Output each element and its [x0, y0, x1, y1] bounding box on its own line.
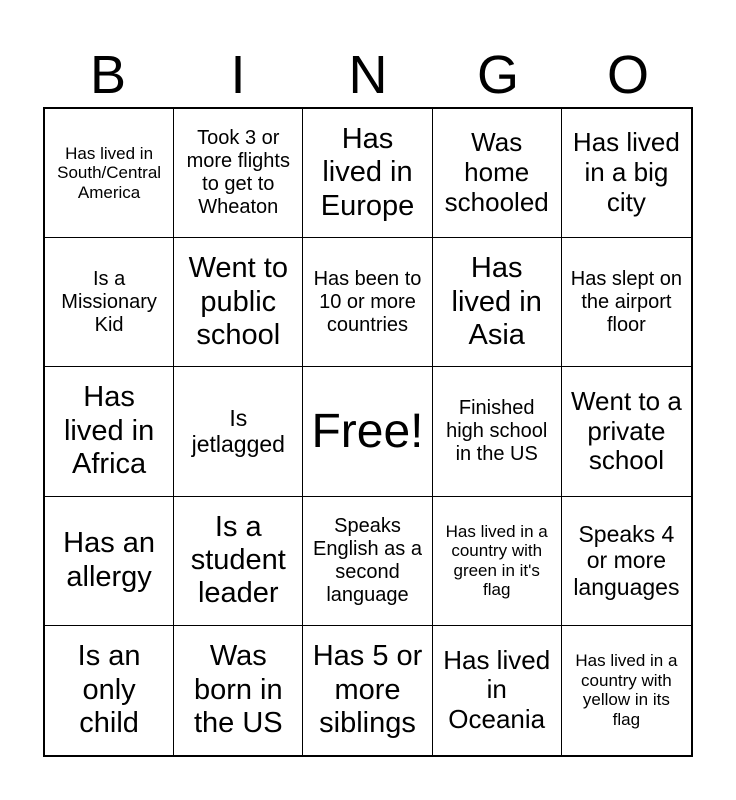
- cell-text: Has lived in a big city: [572, 127, 680, 218]
- cell-text: Has lived in Africa: [63, 381, 155, 481]
- bingo-cell-r2-c1[interactable]: [174, 367, 303, 496]
- cell-text: Has 5 or more siblings: [312, 640, 423, 740]
- bingo-cell-r1-c1[interactable]: [174, 238, 303, 367]
- cell-text: Has an allergy: [63, 527, 156, 593]
- header-letter-b: B: [89, 45, 127, 105]
- cell-text: Has lived in Oceania: [443, 644, 551, 735]
- cell-text: Has slept on the airport floor: [570, 267, 682, 336]
- cell-text: Free!: [311, 404, 424, 458]
- cell-text: Has lived in Asia: [451, 252, 542, 351]
- bingo-cell-r4-c4[interactable]: [562, 626, 691, 755]
- cell-text: Speaks 4 or more languages: [573, 521, 680, 600]
- bingo-cell-r3-c2[interactable]: [303, 497, 432, 626]
- bingo-cell-r3-c1[interactable]: [174, 497, 303, 626]
- header-letter-o: O: [606, 45, 649, 105]
- cell-text: Was born in the US: [193, 640, 283, 740]
- bingo-cell-r1-c0[interactable]: [45, 238, 174, 367]
- bingo-cell-r3-c0[interactable]: [45, 497, 174, 626]
- bingo-cell-r1-c3[interactable]: [433, 238, 562, 367]
- bingo-cell-r0-c0[interactable]: [45, 109, 174, 238]
- header-letter-i: I: [230, 45, 246, 105]
- bingo-cell-r3-c4[interactable]: [562, 497, 691, 626]
- cell-text: Is a student leader: [190, 510, 286, 610]
- bingo-cell-r1-c4[interactable]: [562, 238, 691, 367]
- bingo-cell-r4-c2[interactable]: [303, 626, 432, 755]
- cell-text: Has lived in a country with yellow in its flag: [575, 651, 678, 729]
- cell-text: Is a Missionary Kid: [61, 267, 157, 336]
- bingo-cell-r2-c4[interactable]: [562, 367, 691, 496]
- bingo-cell-r0-c4[interactable]: [562, 109, 691, 238]
- bingo-cell-r3-c3[interactable]: [433, 497, 562, 626]
- bingo-cell-r0-c1[interactable]: [174, 109, 303, 238]
- bingo-cell-r1-c2[interactable]: [303, 238, 432, 367]
- cell-text: Is an only child: [77, 640, 141, 740]
- cell-text: Speaks English as a second language: [313, 514, 422, 606]
- cell-text: Was home schooled: [444, 127, 549, 218]
- cell-text: Has lived in South/Central America: [57, 143, 162, 202]
- cell-text: Went to public school: [188, 252, 288, 351]
- cell-text: Has been to 10 or more countries: [313, 267, 422, 336]
- bingo-board: [43, 107, 693, 757]
- cell-text: Went to a private school: [570, 385, 682, 476]
- cell-text: Finished high school in the US: [446, 396, 548, 465]
- bingo-cell-r0-c2[interactable]: [303, 109, 432, 238]
- header-letter-n: N: [348, 45, 388, 105]
- cell-text: Is jetlagged: [191, 405, 285, 458]
- bingo-cell-r4-c3[interactable]: [433, 626, 562, 755]
- free-space-cell[interactable]: [303, 367, 432, 496]
- bingo-header: [43, 46, 693, 104]
- bingo-cell-r4-c0[interactable]: [45, 626, 174, 755]
- bingo-cell-r2-c3[interactable]: [433, 367, 562, 496]
- cell-text: Took 3 or more flights to get to Wheaton: [186, 127, 290, 219]
- bingo-cell-r0-c3[interactable]: [433, 109, 562, 238]
- header-letter-g: G: [476, 45, 519, 105]
- cell-text: Has lived in Europe: [320, 123, 415, 222]
- cell-text: Has lived in a country with green in it's flag: [445, 521, 548, 600]
- bingo-cell-r2-c0[interactable]: [45, 367, 174, 496]
- bingo-cell-r4-c1[interactable]: [174, 626, 303, 755]
